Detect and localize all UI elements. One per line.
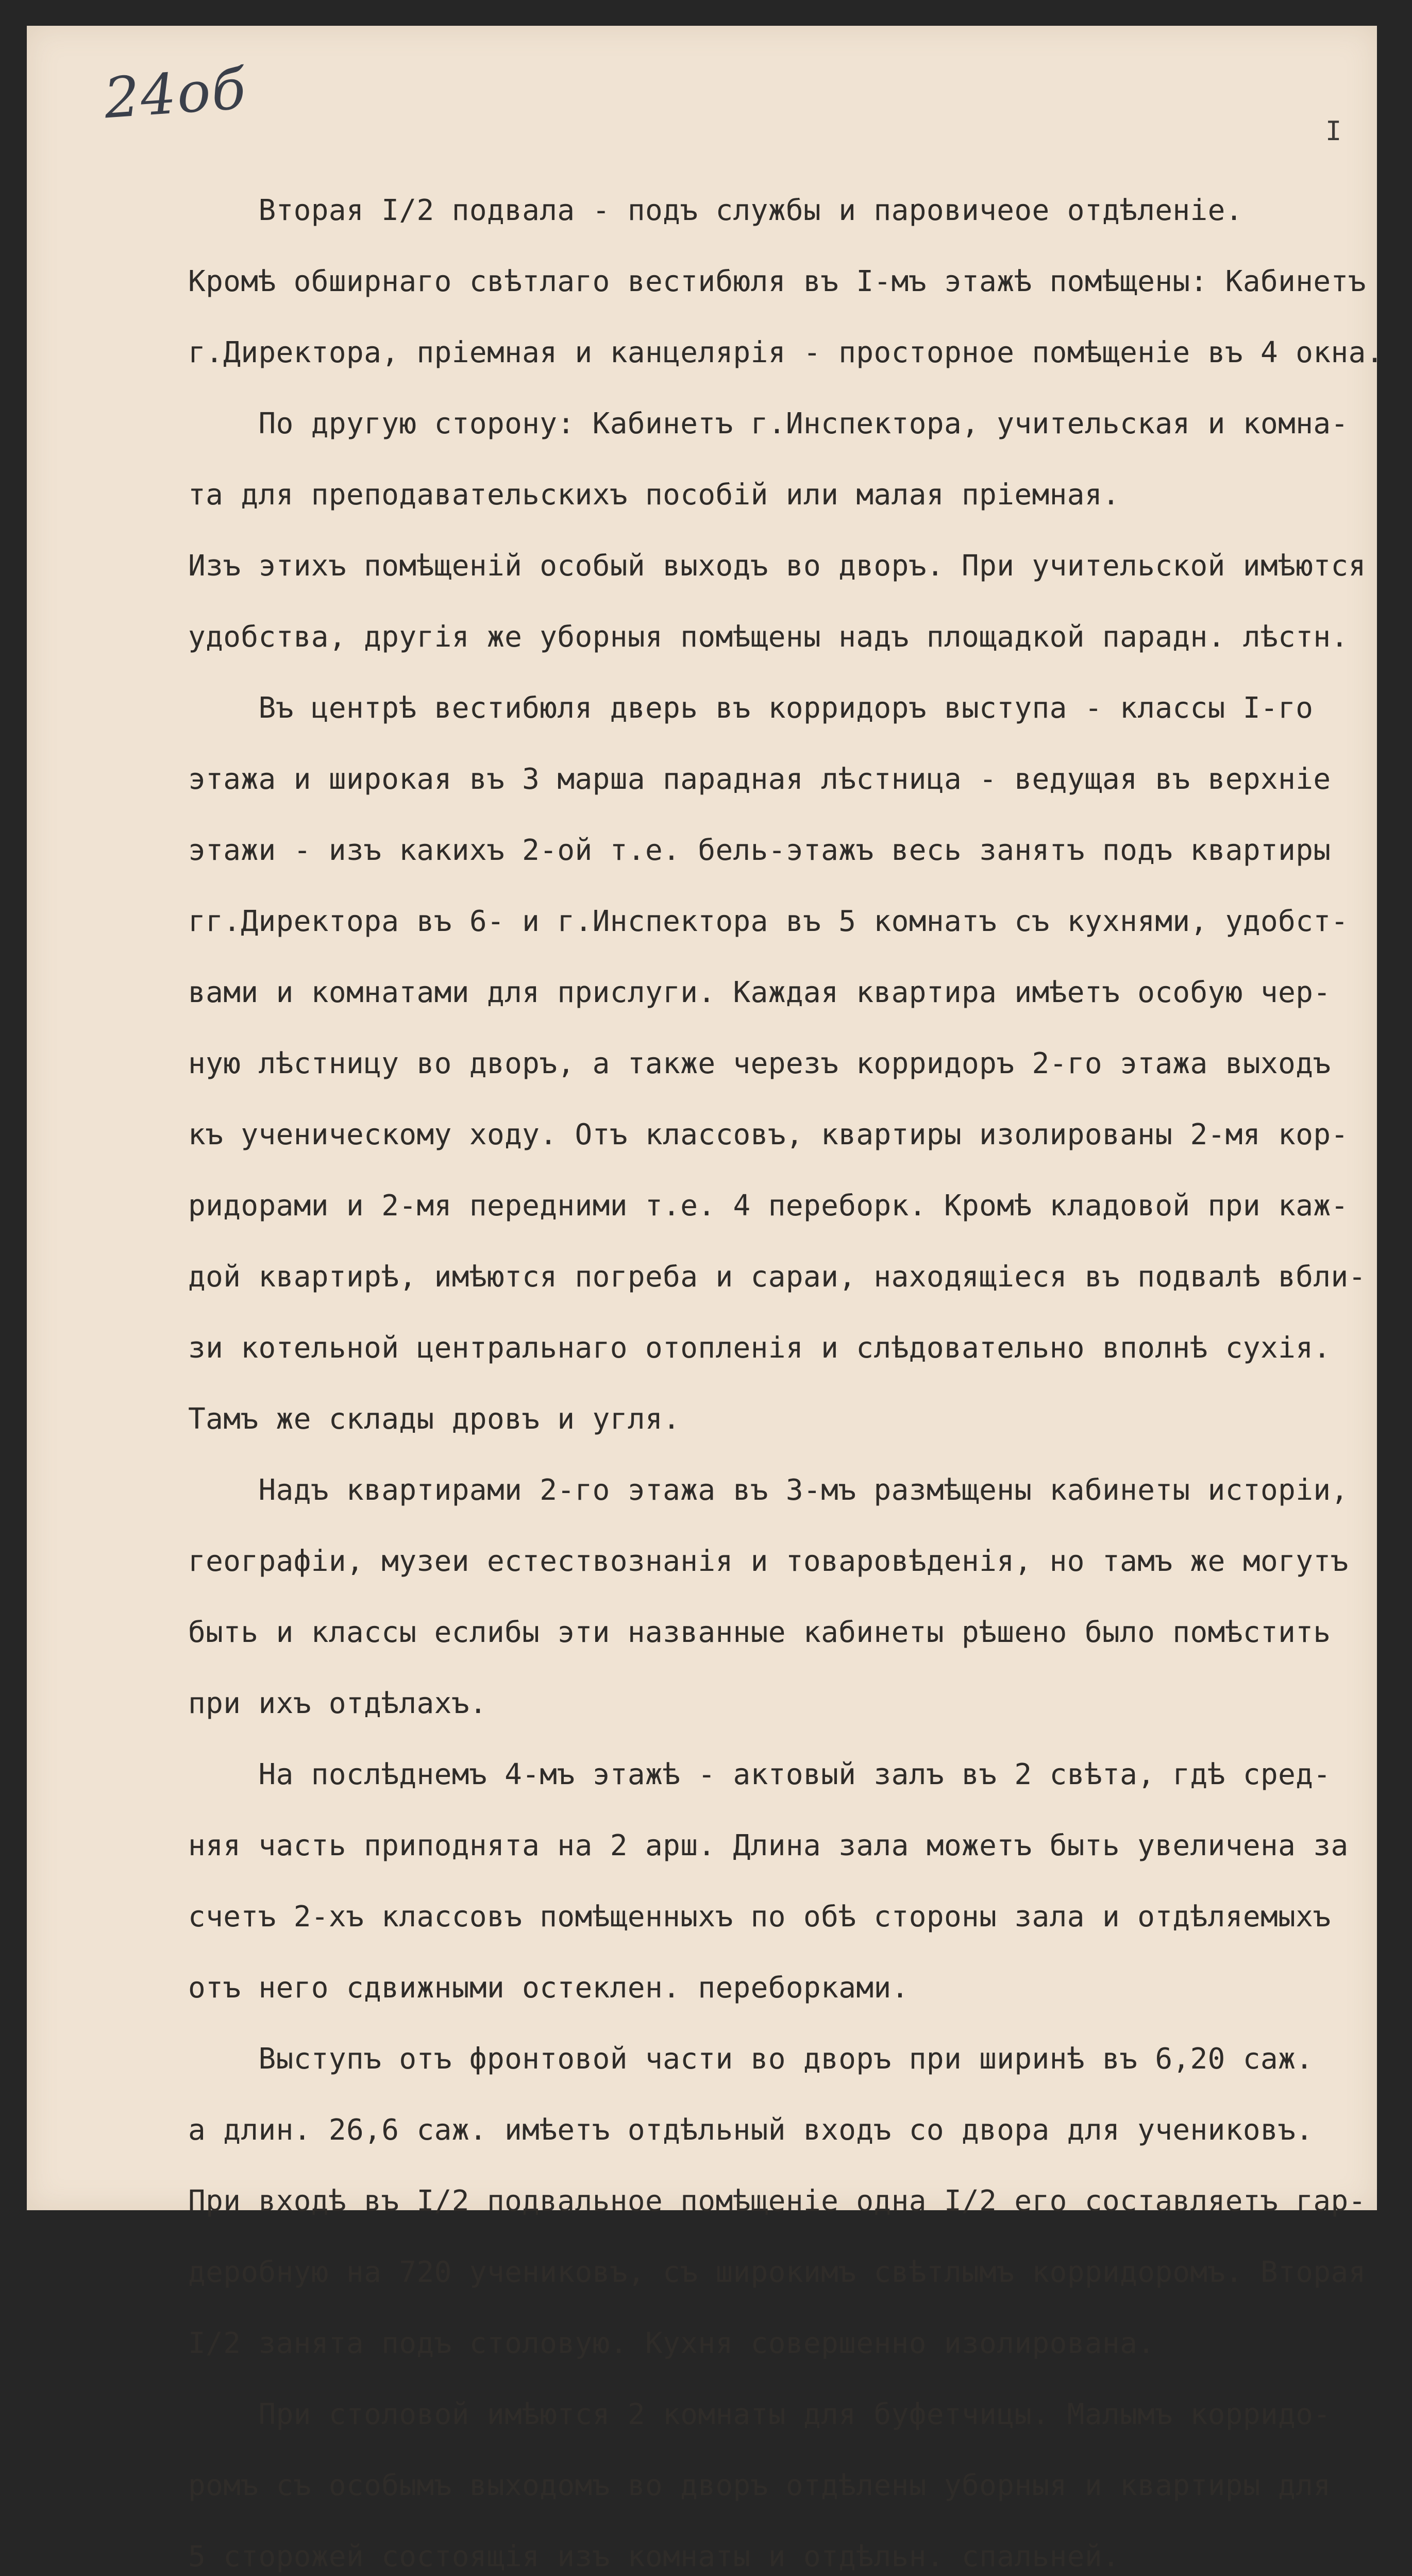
text-line: деробную на 720 учениковъ, съ широкимъ свѣтлымъ корридоромъ. Вторая: [188, 2256, 1366, 2289]
handwritten-folio-number: 24об: [102, 57, 249, 131]
text-line: счетъ 2-хъ классовъ помѣщенныхъ по обѣ стороны зала и отдѣляемыхъ: [188, 1900, 1331, 1934]
text-line: зи котельной центральнаго отопленія и слѣдовательно вполнѣ сухія.: [188, 1331, 1331, 1365]
text-line: По другую сторону: Кабинетъ г.Инспектора, учительская и комна-: [188, 407, 1349, 440]
text-line: няя часть приподнята на 2 арш. Длина зала можетъ быть увеличена за: [188, 1829, 1349, 1862]
text-line: При столовой имѣются 2 комнаты для буфетчицы. Малымъ корридо-: [188, 2398, 1331, 2431]
text-line: Изъ этихъ помѣщеній особый выходъ во дворъ. При учительской имѣются: [188, 549, 1366, 583]
text-line: При входѣ въ I/2 подвальное помѣщеніе одна I/2 его составляетъ гар-: [188, 2184, 1366, 2218]
text-line: та для преподавательскихъ пособій или малая пріемная.: [188, 478, 1120, 512]
text-line: Выступъ отъ фронтовой части во дворъ при ширинѣ въ 6,20 саж.: [188, 2042, 1314, 2076]
text-line: быть и классы еслибы эти названные кабинеты рѣшено было помѣстить: [188, 1616, 1331, 1649]
text-line: при ихъ отдѣлахъ.: [188, 1687, 487, 1720]
text-line: ную лѣстницу во дворъ, а также черезъ корридоръ 2-го этажа выходъ: [188, 1047, 1331, 1080]
text-line: этажи - изъ какихъ 2-ой т.е. бель-этажъ весь занятъ подъ квартиры: [188, 834, 1331, 867]
text-line: гг.Директора въ 6- и г.Инспектора въ 5 комнатъ съ кухнями, удобст-: [188, 905, 1349, 938]
text-line: а длин. 26,6 саж. имѣетъ отдѣльный входъ со двора для учениковъ.: [188, 2113, 1314, 2147]
text-line: 5 сторожей состоящія изъ комнаты и отдѣльн. спальней.: [188, 2540, 1120, 2573]
text-line: этажа и широкая въ 3 марша парадная лѣстница - ведущая въ верхніе: [188, 762, 1331, 796]
text-line: географіи, музеи естествознанія и товаровѣденія, но тамъ же могутъ: [188, 1545, 1349, 1578]
text-line: вами и комнатами для прислуги. Каждая квартира имѣетъ особую чер-: [188, 976, 1331, 1009]
text-line: г.Директора, пріемная и канцелярія - просторное помѣщеніе въ 4 окна.: [188, 336, 1384, 369]
text-line: ридорами и 2-мя передними т.е. 4 переборк. Кромѣ кладовой при каж-: [188, 1189, 1349, 1223]
page-number: I: [1325, 116, 1342, 147]
text-line: дой квартирѣ, имѣются погреба и сараи, находящіеся въ подвалѣ вбли-: [188, 1260, 1366, 1294]
text-line: къ ученическому ходу. Отъ классовъ, квартиры изолированы 2-мя кор-: [188, 1118, 1349, 1151]
text-line: Въ центрѣ вестибюля дверь въ корридоръ выступа - классы I-го: [188, 691, 1314, 725]
text-line: Надъ квартирами 2-го этажа въ 3-мъ размѣщены кабинеты исторіи,: [188, 1473, 1349, 1507]
typewritten-text-body: [188, 175, 1384, 2576]
text-line: отъ него сдвижными остеклен. переборками.: [188, 1971, 909, 2005]
text-line: ромъ съ особымъ выходомъ во дворъ отдѣлены уборныя и квартиры для: [188, 2469, 1331, 2502]
text-line: Кромѣ обширнаго свѣтлаго вестибюля въ I-мъ этажѣ помѣщены: Кабинетъ: [188, 265, 1366, 298]
text-line: Тамъ же склады дровъ и угля.: [188, 1402, 681, 1436]
text-line: удобства, другія же уборныя помѣщены надъ площадкой парадн. лѣстн.: [188, 620, 1349, 654]
text-line: I/2 занята подъ столовую. Кухня совершенно изолирована.: [188, 2327, 1155, 2360]
text-line: Вторая I/2 подвала - подъ службы и паровичеое отдѣленіе.: [188, 194, 1243, 227]
text-line: На послѣднемъ 4-мъ этажѣ - актовый залъ въ 2 свѣта, гдѣ сред-: [188, 1758, 1331, 1791]
